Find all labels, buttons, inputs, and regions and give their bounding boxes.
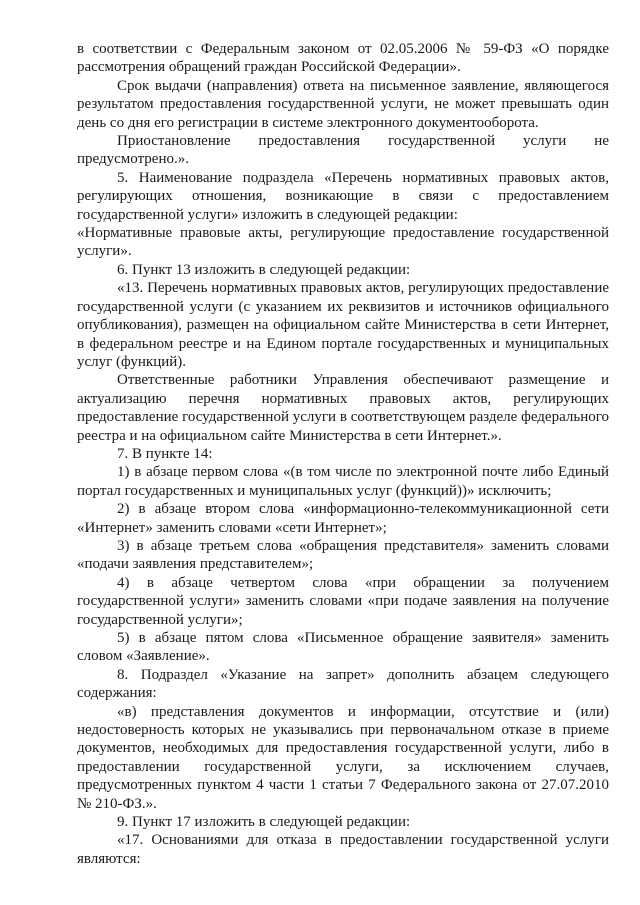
paragraph: Срок выдачи (направления) ответа на письменное заявление, являющегося результатом предоставления государственной услуги, не может превышать один день со дня его регистрации в системе электронного документооборота.	[77, 77, 609, 131]
paragraph: 5) в абзаце пятом слова «Письменное обращение заявителя» заменить словом «Заявление».	[77, 630, 609, 665]
paragraph: 1) в абзаце первом слова «(в том числе по электронной почте либо Единый портал государственных и муниципальных услуг (функций))» исключить;	[77, 464, 609, 499]
document-page	[77, 40, 609, 868]
paragraph: 3) в абзаце третьем слова «обращения представителя» заменить словами «подачи заявления представителем»;	[77, 537, 609, 573]
paragraph: 8. Подраздел «Указание на запрет» дополнить абзацем следующего содержания:	[77, 666, 609, 702]
paragraph: «13. Перечень нормативных правовых актов, регулирующих предоставление государственной услуги (с указанием их реквизитов и источников официального опубликования), размещен на официальном сайте Министерства в сети Интернет, в федеральном реестре и на Едином портале государственных и муниципальных услуг (функций).	[77, 280, 609, 370]
paragraph: 7. В пункте 14:	[117, 445, 213, 462]
paragraph: Приостановление предоставления государственной услуги не предусмотрено.».	[77, 133, 609, 168]
paragraph: 9. Пункт 17 изложить в следующей редакции:	[117, 814, 411, 831]
paragraph: «17. Основаниями для отказа в предоставлении государственной услуги являются:	[77, 832, 609, 867]
paragraph: «Нормативные правовые акты, регулирующие предоставление государственной услуги».	[77, 225, 609, 260]
paragraph: 6. Пункт 13 изложить в следующей редакции:	[117, 261, 411, 278]
paragraph: в соответствии с Федеральным законом от 02.05.2006 № 59-ФЗ «О порядке рассмотрения обращений граждан Российской Федерации».	[77, 41, 609, 76]
paragraph: Ответственные работники Управления обеспечивают размещение и актуализацию перечня нормативных правовых актов, регулирующих предоставление государственной услуги в соответствующем разделе федерального реестра и на официальном сайте Министерства в сети Интернет.».	[77, 372, 609, 444]
paragraph: «в) представления документов и информации, отсутствие и (или) недостоверность которых не указывались при первоначальном отказе в приеме документов, необходимых для предоставления государственной услуги, либо в предоставлении государственной услуги, за исключением случаев, предусмотренных пунктом 4 части 1 статьи 7 Федерального закона от 27.07.2010 № 210-ФЗ.».	[77, 703, 609, 812]
paragraph: 2) в абзаце втором слова «информационно-телекоммуникационной сети «Интернет» заменить словами «сети Интернет»;	[77, 501, 609, 536]
paragraph: 4) в абзаце четвертом слова «при обращении за получением государственной услуги» заменить словами «при подаче заявления на получение государственной услуги»;	[77, 574, 609, 628]
paragraph: 5. Наименование подраздела «Перечень нормативных правовых актов, регулирующих отношения, возникающие в связи с предоставлением государственной услуги» изложить в следующей редакции:	[77, 169, 609, 223]
